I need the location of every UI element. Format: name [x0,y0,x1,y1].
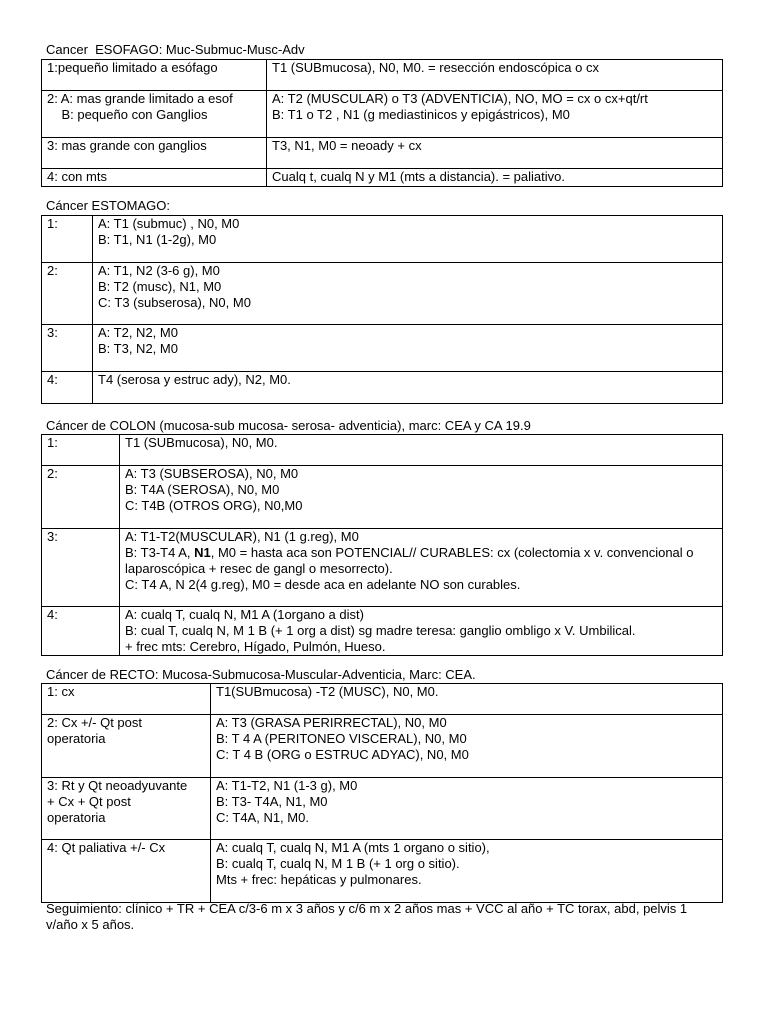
stage-cell [42,435,120,466]
description-cell [267,169,723,187]
table-row [42,778,723,840]
description-cell [267,60,723,91]
stage-line: 1:pequeño limitado a esófago [47,60,218,75]
stage-cell [42,778,211,840]
stage-line: 1: [47,435,58,450]
stage-line: 3: Rt y Qt neoadyuvante [47,778,188,793]
description-line: T3, N1, M0 = neoady + cx [272,138,422,153]
stage-line: operatoria [47,810,106,825]
table-row [42,91,723,138]
description-line: Cualq t, cualq N y M1 (mts a distancia). = paliativo. [272,169,565,184]
description-line: Mts + frec: hepáticas y pulmonares. [216,872,422,887]
stage-cell [42,91,267,138]
description-line: A: T1-T2(MUSCULAR), N1 (1 g.reg), M0 [125,529,359,544]
description-cell [93,372,723,404]
description-line: B: T3- T4A, N1, M0 [216,794,328,809]
stage-line: B: pequeño con Ganglios [47,107,208,122]
description-line: B: T 4 A (PERITONEO VISCERAL), N0, M0 [216,731,467,746]
table-row [42,263,723,325]
table-row [42,715,723,778]
seguimiento-note: Seguimiento: clínico + TR + CEA c/3-6 m x 3 años y c/6 m x 2 años mas + VCC al año + TC torax, abd, pelvis 1 v/año x 5 años. [46,901,688,932]
description-line: T1 (SUBmucosa), N0, M0. [125,435,278,450]
description-line: B: cual T, cualq N, M 1 B (+ 1 org a dist) sg madre teresa: ganglio ombligo x V. Umbilical. [125,623,636,638]
stage-cell [42,466,120,529]
description-line: A: cualq T, cualq N, M1 A (mts 1 organo o sitio), [216,840,490,855]
table-row [42,60,723,91]
description-cell [120,529,723,607]
stage-cell [42,169,267,187]
stage-line: 2: [47,263,58,278]
description-line: A: T1-T2, N1 (1-3 g), M0 [216,778,358,793]
description-line: A: T2, N2, M0 [98,325,178,340]
stage-line: 2: A: mas grande limitado a esof [47,91,233,106]
stage-line: 2: Cx +/- Qt post [47,715,143,730]
table-row [42,435,723,466]
description-line: A: T1 (submuc) , N0, M0 [98,216,240,231]
description-line: B: T4A (SEROSA), N0, M0 [125,482,280,497]
stage-cell [42,684,211,715]
description-cell [93,325,723,372]
description-cell [211,840,723,903]
table-row [42,372,723,404]
table-row [42,466,723,529]
description-line: A: cualq T, cualq N, M1 A (1organo a dist) [125,607,364,622]
description-line: A: T1, N2 (3-6 g), M0 [98,263,220,278]
description-cell [93,216,723,263]
description-line: T1(SUBmucosa) -T2 (MUSC), N0, M0. [216,684,439,699]
description-cell [211,684,723,715]
description-cell [267,138,723,169]
esofago-table [41,59,723,187]
table-row [42,607,723,656]
stage-cell [42,216,93,263]
description-line: C: T3 (subserosa), N0, M0 [98,295,251,310]
recto-title: Cáncer de RECTO: Mucosa-Submucosa-Muscular-Adventicia, Marc: CEA. [46,667,476,682]
description-cell [211,778,723,840]
recto-table [41,683,723,903]
stage-cell [42,840,211,903]
table-row [42,840,723,903]
stage-line: 4: [47,607,58,622]
table-row [42,529,723,607]
estomago-title: Cáncer ESTOMAGO: [46,198,171,213]
description-line: A: T2 (MUSCULAR) o T3 (ADVENTICIA), NO, MO = cx o cx+qt/rt [272,91,648,106]
description-text: , M0 = hasta aca son POTENCIAL// CURABLES: cx (colectomia x v. convencional o laparoscópica + resec de gangl o mesorrecto). [125,545,694,576]
description-cell [211,715,723,778]
stage-cell [42,372,93,404]
description-line: B: T3, N2, M0 [98,341,178,356]
stage-line: 3: [47,529,58,544]
table-row [42,684,723,715]
description-line: B: T1 o T2 , N1 (g mediastinicos y epigástricos), M0 [272,107,570,122]
description-line: T1 (SUBmucosa), N0, M0. = resección endoscópica o cx [272,60,599,75]
description-cell [120,607,723,656]
description-line: B: T2 (musc), N1, M0 [98,279,222,294]
stage-line: operatoria [47,731,106,746]
stage-line: 1: [47,216,58,231]
estomago-table [41,215,723,404]
description-line: A: T3 (GRASA PERIRRECTAL), N0, M0 [216,715,447,730]
table-row [42,325,723,372]
description-line: C: T4B (OTROS ORG), N0,M0 [125,498,303,513]
stage-cell [42,325,93,372]
stage-cell [42,529,120,607]
description-cell [267,91,723,138]
stage-cell [42,715,211,778]
bold-n1: N1 [194,545,211,560]
description-line: + frec mts: Cerebro, Hígado, Pulmón, Hueso. [125,639,386,654]
description-line: C: T4 A, N 2(4 g.reg), M0 = desde aca en adelante NO son curables. [125,577,521,592]
stage-line: 2: [47,466,58,481]
stage-cell [42,263,93,325]
stage-cell [42,138,267,169]
stage-line: + Cx + Qt post [47,794,131,809]
description-line: T4 (serosa y estruc ady), N2, M0. [98,372,291,387]
stage-line: 4: con mts [47,169,107,184]
description-text: B: T3-T4 A, [125,545,195,560]
description-line: B: cualq T, cualq N, M 1 B (+ 1 org o sitio). [216,856,460,871]
description-cell [93,263,723,325]
stage-line: 4: Qt paliativa +/- Cx [47,840,166,855]
description-cell [120,435,723,466]
description-line: C: T 4 B (ORG o ESTRUC ADYAC), N0, M0 [216,747,469,762]
stage-cell [42,60,267,91]
stage-line: 3: [47,325,58,340]
table-row [42,138,723,169]
colon-title: Cáncer de COLON (mucosa-sub mucosa- serosa- adventicia), marc: CEA y CA 19.9 [46,418,531,433]
colon-table [41,434,723,656]
table-row [42,216,723,263]
stage-line: 4: [47,372,58,387]
stage-line: 3: mas grande con ganglios [47,138,207,153]
description-line: B: T1, N1 (1-2g), M0 [98,232,217,247]
description-line: C: T4A, N1, M0. [216,810,309,825]
table-row [42,169,723,187]
esofago-title: Cancer ESOFAGO: Muc-Submuc-Musc-Adv [46,42,305,57]
stage-line: 1: cx [47,684,75,699]
description-cell [120,466,723,529]
description-line [125,545,706,577]
stage-cell [42,607,120,656]
description-line: A: T3 (SUBSEROSA), N0, M0 [125,466,299,481]
